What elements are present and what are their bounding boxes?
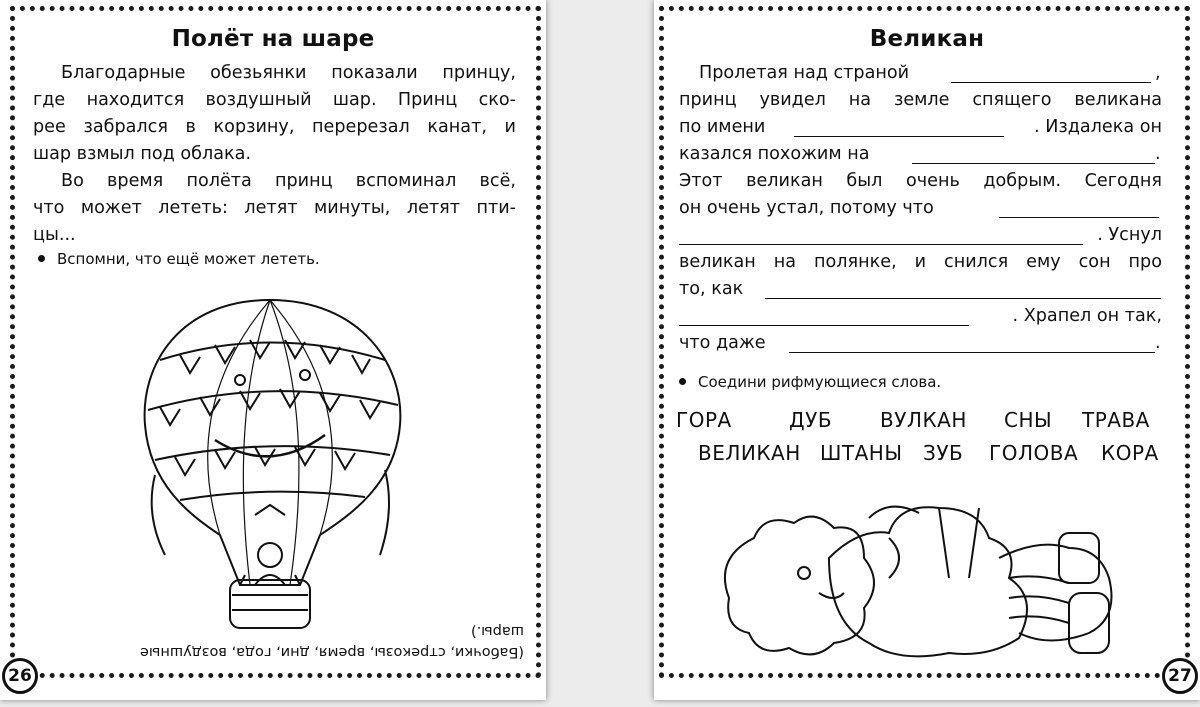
answer-line: (Бабочки, стрекозы, время, дни, года, воздушные [140, 644, 524, 660]
answer-blank[interactable] [765, 278, 1161, 299]
text-line: он очень устал, потому что [679, 195, 1162, 222]
answer-line: шары.) [470, 623, 524, 639]
rhyme-word[interactable]: ГОРА [676, 408, 732, 432]
text-line: где находится воздушный шар. Принц ско- [33, 90, 516, 110]
text-line: Этот великан был очень добрым. Сегодня [679, 171, 1162, 191]
rhyme-word[interactable]: ШТАНЫ [820, 441, 903, 465]
rhyme-word[interactable]: ЗУБ [923, 441, 964, 465]
rhyme-word[interactable]: СНЫ [1004, 408, 1053, 432]
upside-down-answer [38, 620, 524, 662]
rhyme-word[interactable]: ДУБ [789, 408, 833, 432]
sleeping-giant-illustration [709, 478, 1129, 678]
answer-blank[interactable] [679, 224, 1083, 245]
answer-blank[interactable] [912, 143, 1155, 164]
rhyme-word[interactable]: КОРА [1101, 441, 1159, 465]
rhyme-word[interactable]: ВЕЛИКАН [698, 441, 801, 465]
rhyme-word[interactable]: ТРАВА [1082, 408, 1150, 432]
page-title: Великан [869, 26, 985, 52]
text-line: шар взмыл под облака. [33, 144, 252, 164]
task-instruction: Вспомни, что ещё может лететь. [38, 250, 320, 268]
rhyme-word[interactable]: ГОЛОВА [989, 441, 1079, 465]
text-line: Благодарные обезьянки показали принцу, [61, 63, 516, 83]
rhyme-word[interactable]: ВУЛКАН [880, 408, 967, 432]
text-line: цы... [33, 225, 76, 245]
page-number: 27 [1162, 658, 1198, 694]
bullet-icon [679, 378, 686, 385]
task-instruction: Соедини рифмующиеся слова. [679, 373, 941, 391]
text-line: Пролетая над страной , [699, 63, 1161, 83]
text-line: . Уснул [679, 222, 1162, 249]
story-paragraph-2 [33, 168, 516, 249]
left-page [0, 0, 546, 700]
text-line: то, как [679, 276, 1162, 303]
text-line: рее забрался в корзину, перерезал канат, и [33, 117, 516, 137]
text-line: принц увидел на земле спящего великана [679, 90, 1162, 110]
answer-blank[interactable] [999, 197, 1159, 218]
page-title: Полёт на шаре [171, 26, 375, 52]
page-number: 26 [2, 658, 38, 694]
text-line: Во время полёта принц вспоминал всё, [61, 171, 516, 191]
text-line: . Храпел он так, [679, 303, 1162, 330]
answer-blank[interactable] [951, 62, 1151, 83]
hot-air-balloon-illustration [120, 285, 420, 645]
text-line: что может лететь: летят минуты, летят пти- [33, 198, 516, 218]
answer-blank[interactable] [789, 332, 1155, 353]
answer-blank[interactable] [679, 305, 969, 326]
text-line: казался похожим на . [679, 144, 1161, 164]
text-line: по имени . Издалека он [679, 117, 1162, 137]
story-paragraph-1 [33, 60, 516, 168]
answer-blank[interactable] [794, 116, 1004, 137]
right-page [654, 0, 1200, 700]
text-line: великан на полянке, и снился ему сон про [679, 252, 1162, 272]
text-line: что даже . [679, 333, 1161, 353]
bullet-icon [38, 255, 45, 262]
